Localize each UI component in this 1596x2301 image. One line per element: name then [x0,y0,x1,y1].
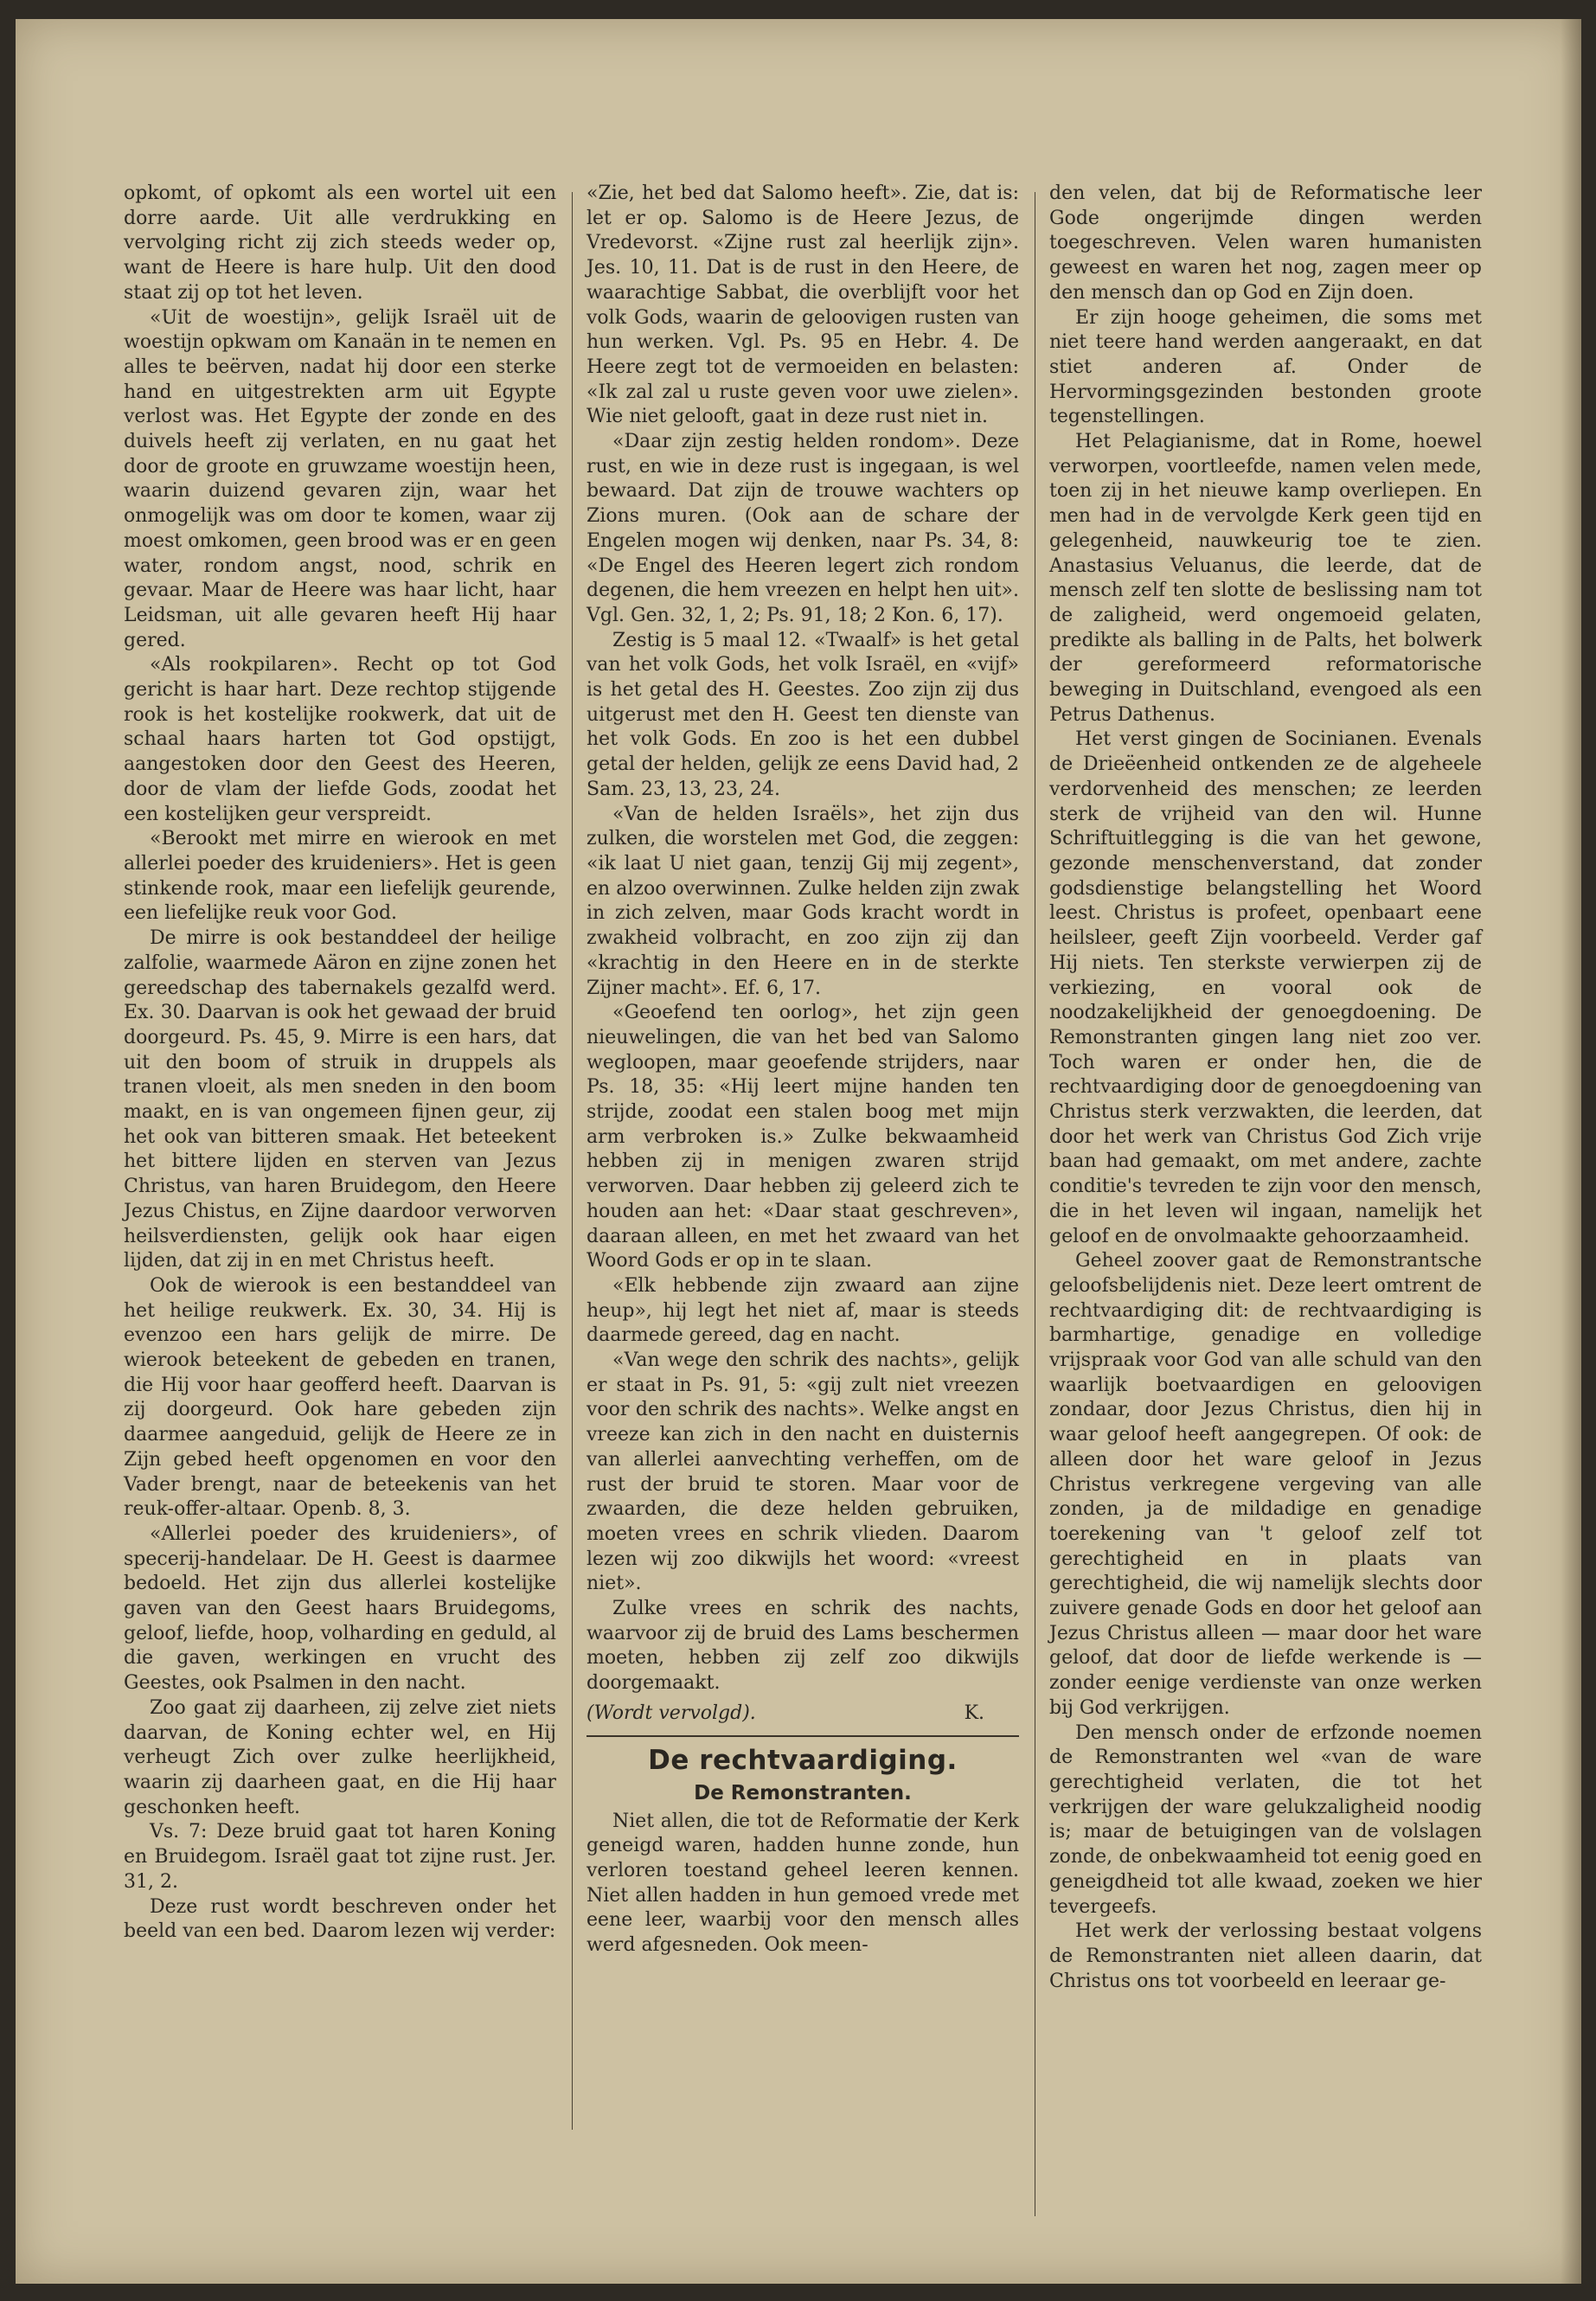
paragraph: Zoo gaat zij daarheen, zij zelve ziet niets daarvan, de Koning echter wel, en Hij verheugt Zich over zulke heerlijkheid, waarin zij daarheen gaat, en die Hij haar geschonken heeft. [124,1696,556,1818]
continued-note: (Wordt vervolgd). [586,1702,756,1724]
paragraph: De mirre is ook bestanddeel der heilige zalfolie, waarmede Aäron en zijne zonen het gereedschap des tabernakels gezalfd werd. Ex. 30. Daarvan is ook het gewaad der bruid doorgeurd. Ps. 45, 9. Mirre is een hars, dat uit den boom of struik in druppels als tranen vloeit, als men sneden in den boom maakt, en is van ongemeen fijnen geur, zij het ook van bitteren smaak. Het beteekent het bittere lijden en sterven van Jezus Christus, van haren Bruidegom, den Heere Jezus Chistus, en Zijne daardoor verworven heilsverdiensten, gelijk ook haar eigen lijden, dat zij in en met Christus heeft. [124,927,556,1272]
paragraph: «Berookt met mirre en wierook en met allerlei poeder des kruideniers». Het is geen stinkende rook, maar een liefelijk geurende, een liefelijke reuk voor God. [124,828,556,925]
paragraph: Het Pelagianisme, dat in Rome, hoewel verworpen, voortleefde, namen velen mede, toen zij in het nieuwe kamp overliepen. En men had in de vervolgde Kerk geen tijd en gelegenheid, nauwkeurig toe te zien. Anastasius Veluanus, die leerde, dat de mensch zelf ten slotte de beslissing nam tot de zaligheid, werd ongemoeid gelaten, predikte als balling in de Palts, het bolwerk der gereformeerd reformatorische beweging in Duitschland, evengoed als een Petrus Dathenus. [1049,431,1482,726]
paragraph: «Zie, het bed dat Salomo heeft». Zie, dat is: let er op. Salomo is de Heere Jezus, de Vredevorst. «Zijne rust zal heerlijk zijn». Jes. 10, 11. Dat is de rust in den Heere, de waarachtige Sabbat, die overblijft voor het volk Gods, waarin de geloovigen rusten van hun werken. Vgl. Ps. 95 en Hebr. 4. De Heere zegt tot de vermoeiden en belasten: «Ik zal zal u ruste geven voor uwe zielen». Wie niet gelooft, gaat in deze rust niet in. [586,183,1019,428]
paragraph: Het verst gingen de Socinianen. Evenals de Drieëenheid ontkenden ze de algeheele verdorvenheid des menschen; ze leerden sterk de vrijheid van den wil. Hunne Schriftuitlegging is die van het gewone, gezonde menschenverstand, dat zonder godsdienstige belangstelling het Woord leest. Christus is profeet, openbaart eene heilsleer, geeft Zijn voorbeeld. Verder gaf Hij niets. Ten sterkste verwierpen zij de verkiezing, en vooral ook de noodzakelijkheid der genoegdoening. De Remonstranten gingen lang niet zoo ver. Toch waren er onder hen, die de rechtvaardiging door de genoegdoening van Christus sterk verzwakten, die leerden, dat door het werk van Christus God Zich vrije baan had gemaakt, om met andere, zachte conditie's tevreden te zijn voor den mensch, die in het leven wil ingaan, namelijk het geloof en de onvolmaakte gehoorzaamheid. [1049,728,1482,1247]
paragraph: Er zijn hooge geheimen, die soms met niet teere hand werden aangeraakt, en dat stiet anderen af. Onder de Hervormingsgezinden bestonden groote tegenstellingen. [1049,306,1482,428]
paragraph: Vs. 7: Deze bruid gaat tot haren Koning en Bruidegom. Israël gaat tot zijne rust. Jer. 31, 2. [124,1821,556,1893]
paragraph: den velen, dat bij de Reformatische leer Gode ongerijmde dingen werden toegeschreven. Velen waren humanisten geweest en waren het nog, zagen meer op den mensch dan op God en Zijn doen. [1049,183,1482,304]
article-heading: De rechtvaardiging. [648,1744,958,1776]
paragraph: «Van wege den schrik des nachts», gelijk er staat in Ps. 91, 5: «gij zult niet vreezen voor den schrik des nachts». Welke angst en vreeze kan zich in den nacht en duisternis van allerlei aanvechting verheffen, om de rust der bruid te storen. Maar voor de zwaarden, die deze helden gebruiken, moeten vrees en schrik vlieden. Daarom lezen wij zoo dikwijls het woord: «vreest niet». [586,1349,1019,1595]
paragraph: Het werk der verlossing bestaat volgens de Remonstranten niet alleen daarin, dat Christus ons tot voorbeeld en leeraar ge- [1049,1920,1482,1992]
paragraph: «Uit de woestijn», gelijk Israël uit de woestijn opkwam om Kanaän in te nemen en alles te beërven, nadat hij door een sterke hand en uitgestrekten arm uit Egypte verlost was. Het Egypte der zonde en des duivels heeft zij verlaten, en nu gaat het door de groote en gruwzame woestijn heen, waarin duizend gevaren zijn, waar het onmogelijk was om door te komen, waar zij moest omkomen, geen brood was er en geen water, rondom angst, nood, schrik en gevaar. Maar de Heere was haar licht, haar Leidsman, uit alle gevaren heeft Hij haar gered. [124,306,556,651]
column-left [124,182,556,1945]
paragraph: «Daar zijn zestig helden rondom». Deze rust, en wie in deze rust is ingegaan, is wel bewaard. Dat zijn de trouwe wachters op Zions muren. (Ook aan de schare der Engelen mogen wij denken, naar Ps. 34, 8: «De Engel des Heeren legert zich rondom degenen, die hem vreezen en helpt hen uit». Vgl. Gen. 32, 1, 2; Ps. 91, 18; 2 Kon. 6, 17). [586,431,1019,626]
paragraph: Niet allen, die tot de Reformatie der Kerk geneigd waren, hadden hunne zonde, hun verloren toestand geheel leeren kennen. Niet allen hadden in hun gemoed vrede met eene leer, waarbij voor den mensch alles werd afgesneden. Ook meen- [586,1810,1019,1957]
paragraph: Den mensch onder de erfzonde noemen de Remonstranten wel «van de ware gerechtigheid verlaten, die tot het verkrijgen der ware gelukzaligheid noodig is; maar de betuigingen van de volslagen zonde, de onbekwaamheid tot eenig goed en geneigdheid tot alle kwaad, zoeken we hier tevergeefs. [1049,1721,1482,1918]
paragraph: Zestig is 5 maal 12. «Twaalf» is het getal van het volk Gods, het volk Israël, en «vijf» is het getal des H. Geestes. Zoo zijn zij dus uitgerust met den H. Geest ten dienste van het volk Gods. En zoo is het een dubbel getal der helden, gelijk ze eens David had, 2 Sam. 23, 13, 23, 24. [586,629,1019,800]
continued-line [586,1702,1019,1727]
paragraph: Deze rust wordt beschreven onder het beeld van een bed. Daarom lezen wij verder: [124,1895,556,1943]
paragraph: «Als rookpilaren». Recht op tot God gericht is haar hart. Deze rechtop stijgende rook is het kostelijke rookwerk, dat uit de schaal haars harten tot God opstijgt, aangestoken door den Geest des Heeren, door de vlam der liefde Gods, zoodat het een kostelijken geur verspreidt. [124,654,556,825]
paragraph: «Allerlei poeder des kruideniers», of specerij-handelaar. De H. Geest is daarmee bedoeld. Het zijn dus allerlei kostelijke gaven van den Geest haars Bruidegoms, geloof, liefde, hoop, volharding en geduld, al die gaven, werkingen en vrucht des Geestes, ook Psalmen in den nacht. [124,1522,556,1695]
paragraph: Ook de wierook is een bestanddeel van het heilige reukwerk. Ex. 30, 34. Hij is evenzoo een hars gelijk de mirre. De wierook beteekent de gebeden en tranen, die Hij voor haar geofferd heeft. Daarvan is zij doorgeurd. Ook hare gebeden zijn daarmee aangeduid, gelijk de Heere ze in Zijn gebed heeft opgenomen en voor den Vader brengt, naar de beteekenis van het reuk-offer-altaar. Openb. 8, 3. [124,1274,556,1521]
paragraph: Zulke vrees en schrik des nachts, waarvoor zij de bruid des Lams beschermen moeten, hebben zij zelf zoo dikwijls doorgemaakt. [586,1598,1019,1695]
article-subheading: De Remonstranten. [694,1781,912,1804]
column-middle [586,182,1019,1958]
paragraph: Geheel zoover gaat de Remonstrantsche geloofsbelijdenis niet. Deze leert omtrent de rechtvaardiging dit: de rechtvaardiging is barmhartige, genadige en volledige vrijspraak voor God van alle schuld van den waarlijk boetvaardigen en geloovigen zondaar, door Jezus Christus, dien hij in waar geloof heeft aangegrepen. Of ook: de alleen door het ware geloof in Jezus Christus verkregene vergeving van alle zonden, ja de mildadige en genadige toerekening van 't geloof zelf tot gerechtigheid en in plaats van gerechtigheid, die wij namelijk slechts door zuivere genade Gods en door het geloof aan Jezus Christus alleen — maar door het ware geloof, dat door de liefde werkende is — zonder eenige verdienste van onze werken bij God verkrijgen. [1049,1250,1482,1719]
column-right [1049,182,1482,1994]
paragraph: «Van de helden Israëls», het zijn dus zulken, die worstelen met God, die zeggen: «ik laat U niet gaan, tenzij Gij mij zegent», en alzoo overwinnen. Zulke helden zijn zwak in zich zelven, maar Gods kracht wordt in zwakheid volbracht, en zoo zijn zij dan «krachtig in den Heere en in de sterkte Zijner macht». Ef. 6, 17. [586,803,1019,999]
column-divider [572,192,573,2130]
newspaper-page [16,19,1581,2284]
section-rule [586,1735,1019,1737]
paragraph: opkomt, of opkomt als een wortel uit een dorre aarde. Uit alle verdrukking en vervolging richt zij zich steeds weder op, want de Heere is hare hulp. Uit den dood staat zij op tot het leven. [124,183,556,304]
paragraph: «Elk hebbende zijn zwaard aan zijne heup», hij legt het niet af, maar is steeds daarmede gereed, dag en nacht. [586,1274,1019,1347]
paragraph: «Geoefend ten oorlog», het zijn geen nieuwelingen, die van het bed van Salomo wegloopen, maar geoefende strijders, naar Ps. 18, 35: «Hij leert mijne handen ten strijde, zoodat een stalen boog met mijn arm verbroken is.» Zulke bekwaamheid hebben zij in menigen zwaren strijd verworven. Daar hebben zij geleerd zich te houden aan het: «Daar staat geschreven», daaraan alleen, en met het zwaard van het Woord Gods er op in te slaan. [586,1002,1019,1272]
author-initial: K. [964,1702,984,1724]
